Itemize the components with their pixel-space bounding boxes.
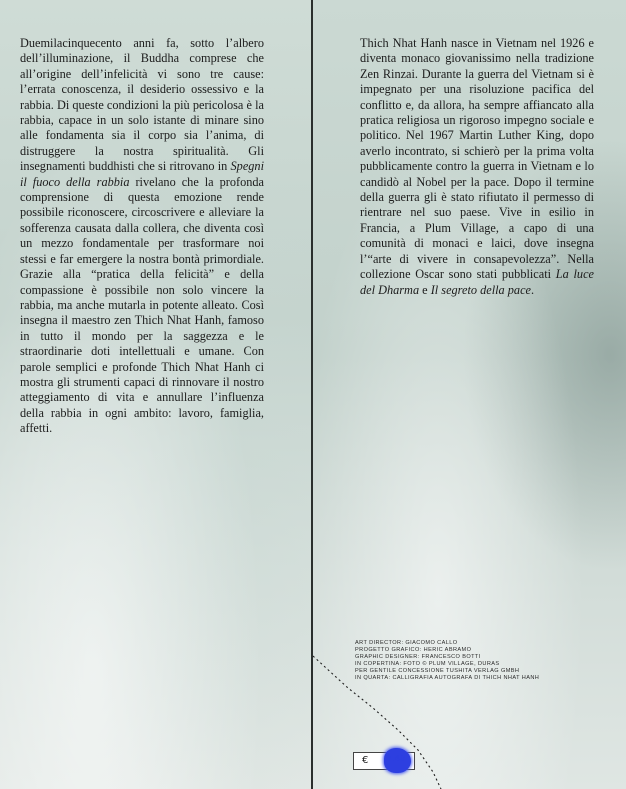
author-bio-paragraph: Thich Nhat Hanh nasce in Vietnam nel 1926 e diventa monaco giovanissimo nella tradizione Zen Rinzai. Durante la guerra del Vietnam si è impegnato per una risoluzione pacifica del conflitto e, da allora, ha sempre affiancato alla pratica religiosa un rigoroso impegno sociale e politico. Nel 1967 Martin Luther King, dopo averlo incontrato, si schierò per la prima volta pubblicamente contro la guerra in Vietnam e lo candidò al Nobel per la pace. Dopo il termine della guerra gli è stato rifiutato il permesso di rientrare nel suo paese. Vive in esilio in Francia, a Plum Village, a capo di una comunità di monaci e laici, dove insegna l’“arte di vivere in consapevolezza”. Nella collezione Oscar sono stati pubblicati La luce del Dharma e Il segreto della pace. (360, 36, 594, 297)
credit-back-calligraphy: IN QUARTA: CALLIGRAFIA AUTOGRAFA DI THICH NHAT HANH (355, 675, 540, 681)
credit-graphic-designer: GRAPHIC DESIGNER: FRANCESCO BOTTI (355, 654, 481, 660)
book-description-text (20, 36, 264, 437)
credit-cover-photo: IN COPERTINA: FOTO © PLUM VILLAGE, DURAS (355, 661, 500, 667)
euro-sign: € (362, 755, 369, 766)
back-cover-left-panel (0, 0, 311, 789)
credit-art-director: ART DIRECTOR: GIACOMO CALLO (355, 640, 458, 646)
back-cover-right-panel (313, 0, 626, 789)
price-box (353, 752, 415, 770)
credit-graphic-project: PROGETTO GRAFICO: HERIC ABRAMO (355, 647, 472, 653)
author-bio-text (360, 36, 594, 298)
price-sticker (384, 748, 411, 773)
price-value: 7,40 (387, 754, 405, 763)
credit-courtesy: PER GENTILE CONCESSIONE TUSHITA VERLAG GMBH (355, 668, 520, 674)
book-description-paragraph: Duemilacinquecento anni fa, sotto l’albero dell’illuminazione, il Buddha comprese che all’origine dell’infelicità vi sono tre cause: l’errata conoscenza, il desiderio ossessivo e la rabbia. Di queste condizioni la più pericolosa è la rabbia, capace in un solo istante di minare sino alle fondamenta sia il corpo sia l’anima, di distruggere la nostra spiritualità. Gli insegnamenti buddhisti che si ritrovano in Spegni il fuoco della rabbia rivelano che la profonda comprensione di questa emozione rende possibile riconoscere, circoscrivere e alleviare la sofferenza causata dalla collera, che diventa così un mezzo fondamentale per trasformare noi stessi e far emergere la nostra bontà primordiale. Grazie alla “pratica della felicità” e della compassione è possibile non solo vincere la rabbia, ma anche mutarla in potente alleato. Così insegna il maestro zen Thich Nhat Hanh, famoso in tutto il mondo per la saggezza e le straordinarie doti intellettuali e umane. Con parole semplici e profonde Thich Nhat Hanh ci mostra gli strumenti capaci di rinnovare il nostro atteggiamento di vita e annullare l’influenza della rabbia in ogni ambito: lavoro, famiglia, affetti. (20, 36, 264, 436)
